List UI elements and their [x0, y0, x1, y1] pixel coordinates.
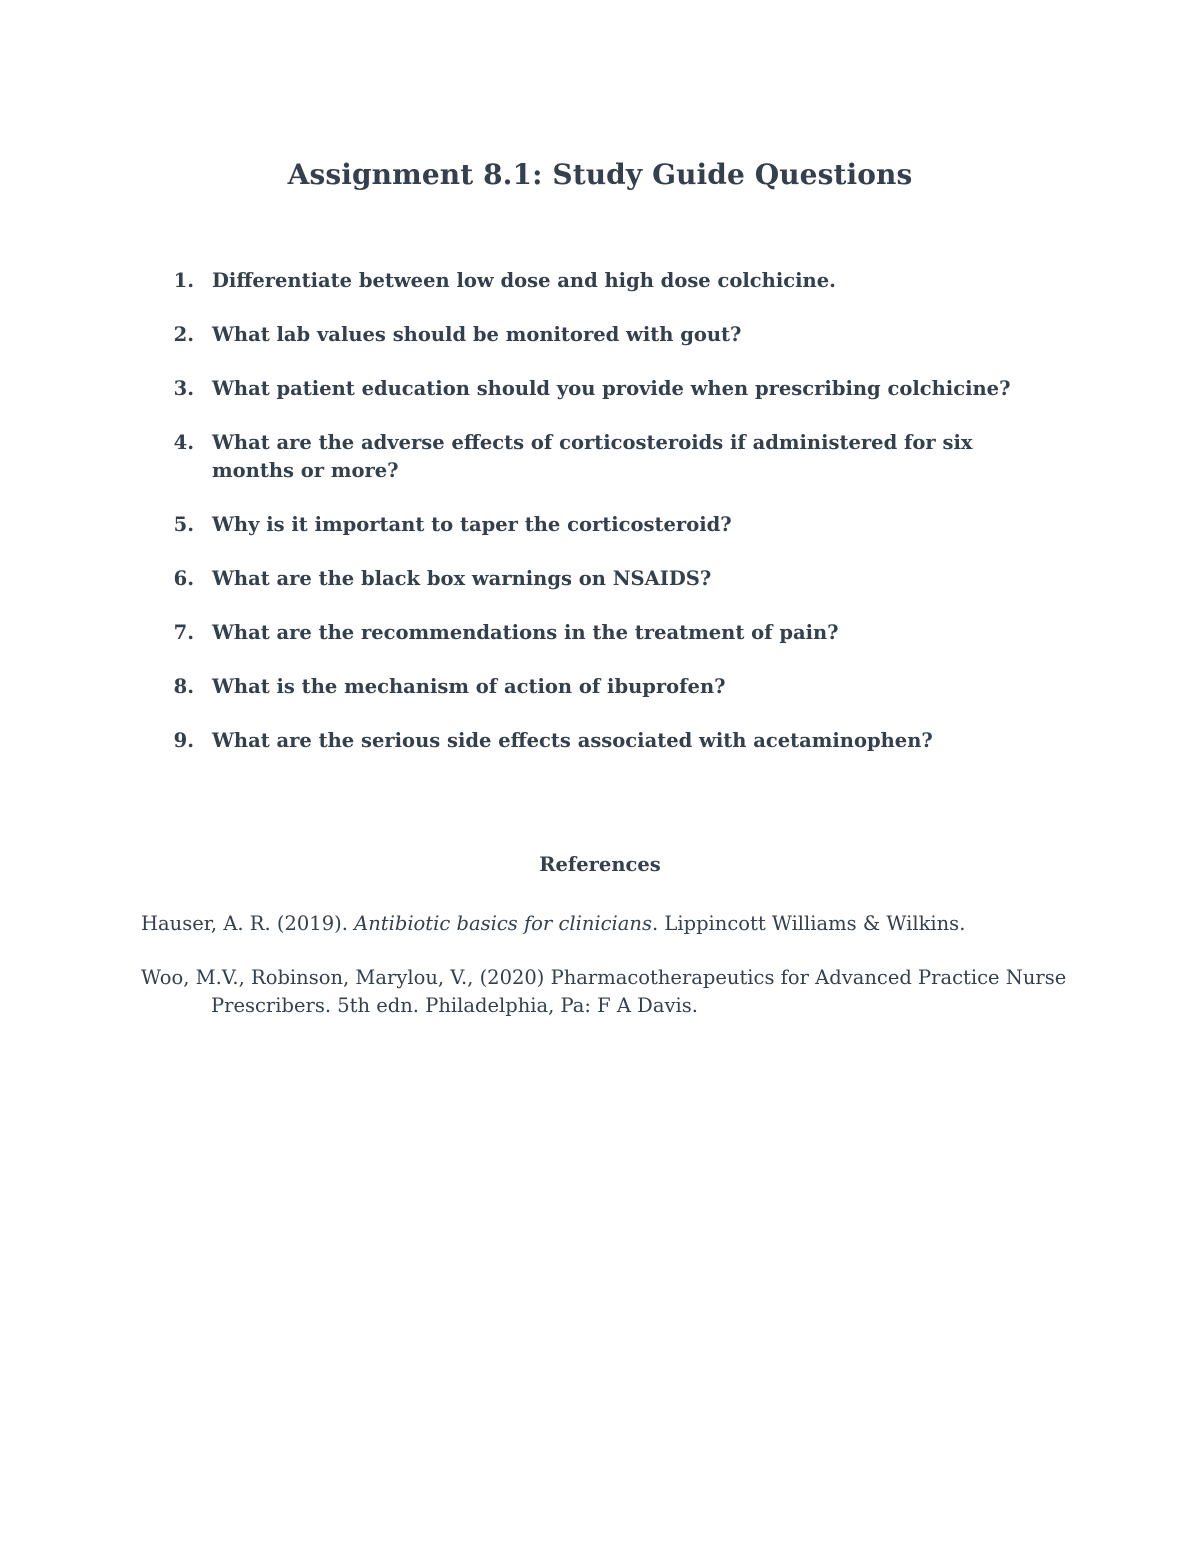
question-text: Differentiate between low dose and high dose colchicine. — [212, 269, 836, 292]
question-text: Why is it important to taper the corticosteroid? — [212, 513, 732, 536]
question-text: What are the adverse effects of corticosteroids if administered for six months or more? — [212, 431, 973, 482]
reference-text: Woo, M.V., Robinson, Marylou, V., (2020) Pharmacotherapeutics for Advanced Practice Nurse Prescribers. 5th edn. Philadelphia, Pa: F A Davis. — [141, 966, 1067, 1017]
question-number: 7. — [173, 621, 194, 644]
question-number: 2. — [173, 323, 194, 346]
question-number: 6. — [173, 567, 194, 590]
question-text: What patient education should you provide when prescribing colchicine? — [212, 377, 1011, 400]
reference-entry — [141, 964, 1121, 1020]
reference-book-title: Antibiotic basics for clinicians — [354, 912, 652, 935]
question-number: 4. — [173, 431, 194, 454]
reference-entry — [141, 910, 1121, 938]
references-heading: References — [539, 853, 661, 876]
question-number: 5. — [173, 513, 194, 536]
question-number: 8. — [173, 675, 194, 698]
question-text: What is the mechanism of action of ibuprofen? — [212, 675, 726, 698]
question-number: 1. — [173, 269, 194, 292]
question-number: 3. — [173, 377, 194, 400]
question-text: What are the serious side effects associated with acetaminophen? — [212, 729, 933, 752]
question-number: 9. — [173, 729, 194, 752]
reference-text: Hauser, A. R. (2019). — [141, 912, 355, 935]
reference-text: . Lippincott Williams & Wilkins. — [652, 912, 966, 935]
question-text: What are the recommendations in the treatment of pain? — [212, 621, 839, 644]
question-text: What are the black box warnings on NSAIDS? — [212, 567, 712, 590]
page-title: Assignment 8.1: Study Guide Questions — [287, 158, 913, 191]
question-text: What lab values should be monitored with gout? — [212, 323, 742, 346]
